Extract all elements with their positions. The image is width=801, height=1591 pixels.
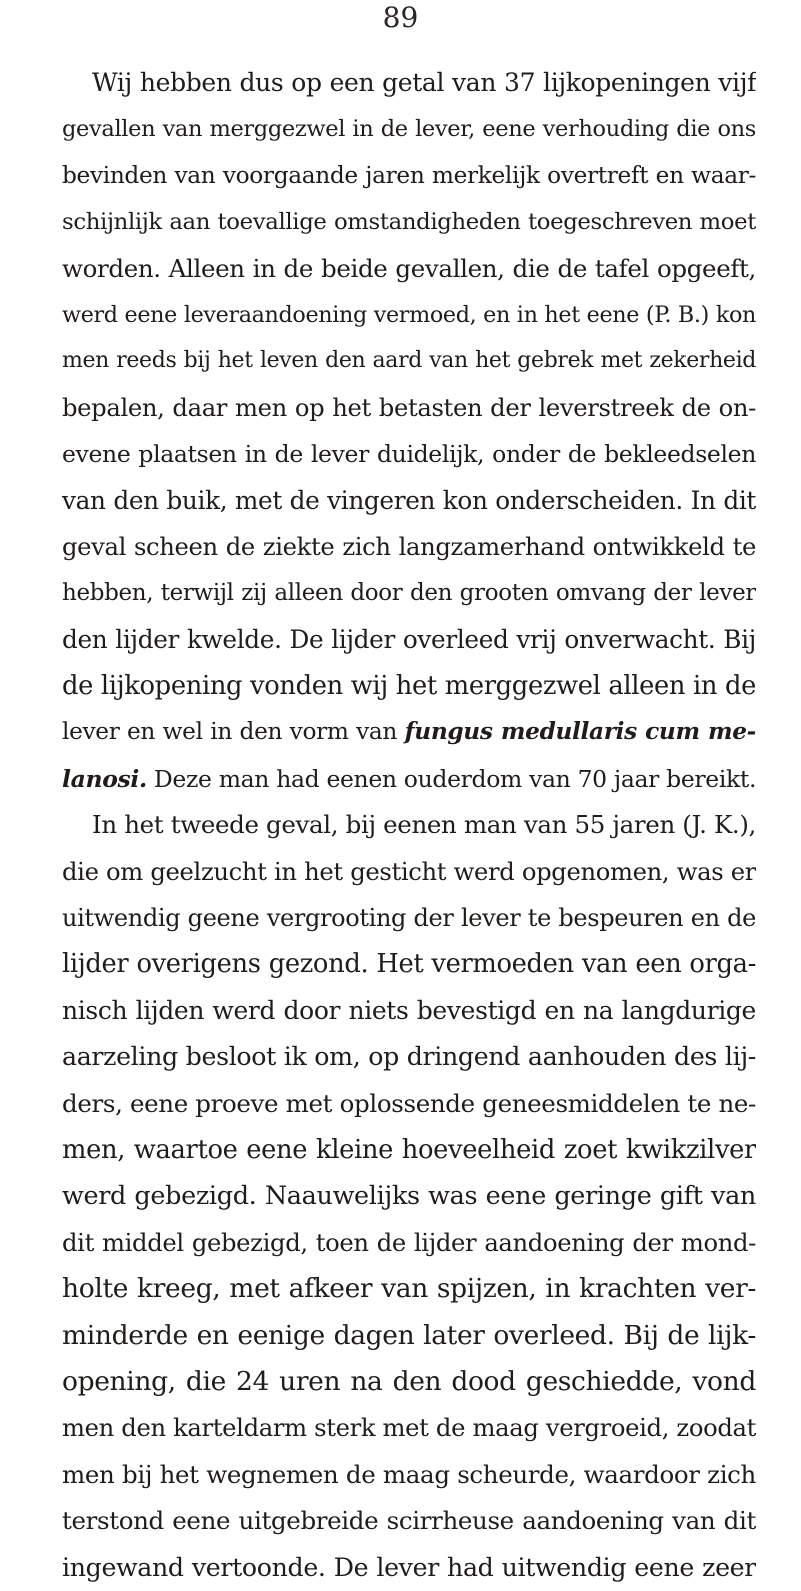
text-line xyxy=(62,106,756,152)
text-span: gevallen van merggezwel in de lever, eene verhouding die ons xyxy=(62,116,756,143)
text-line xyxy=(62,524,756,570)
text-span: men bij het wegnemen de maag scheurde, waardoor zich xyxy=(62,1459,756,1489)
italic-term: fungus medullaris cum me- xyxy=(404,718,756,746)
text-line xyxy=(62,246,756,292)
text-span: werd gebezigd. Naauwelijks was eene geringe gift van xyxy=(62,1181,756,1212)
text-span: den lijder kwelde. De lijder overleed vrij onverwacht. Bij xyxy=(62,624,756,654)
text-span: lever en wel in den vorm van xyxy=(62,718,405,746)
text-line xyxy=(62,1545,756,1591)
text-line xyxy=(62,1127,756,1173)
text-span: van den buik, met de vingeren kon onderscheiden. In dit xyxy=(62,485,756,515)
text-span: ders, eene proeve met oplossende geneesmiddelen te ne- xyxy=(62,1088,756,1118)
text-span: terstond eene uitgebreide scirrheuse aandoening van dit xyxy=(62,1506,756,1536)
text-span: evene plaatsen in de lever duidelijk, onder de bekleedselen xyxy=(62,440,756,469)
text-line xyxy=(62,617,756,663)
text-span: In het tweede geval, bij eenen man van 55 jaren (J. K.), xyxy=(92,810,756,840)
text-span: holte kreeg, met afkeer van spijzen, in krachten ver- xyxy=(62,1273,756,1305)
text-span: bepalen, daar men op het betasten der leverstreek de on- xyxy=(62,392,756,422)
text-span: ingewand vertoonde. De lever had uitwendig eene zeer xyxy=(62,1552,756,1582)
text-line xyxy=(62,1034,756,1080)
text-line xyxy=(62,802,756,848)
text-span: worden. Alleen in de beide gevallen, die de tafel opgeeft, xyxy=(62,253,756,283)
text-span: men den karteldarm sterk met de maag vergroeid, zoodat xyxy=(62,1413,756,1443)
text-span: geval scheen de ziekte zich langzamerhand ontwikkeld te xyxy=(62,531,756,561)
text-line xyxy=(62,1405,756,1451)
text-line xyxy=(62,1266,756,1312)
text-line xyxy=(62,1498,756,1544)
text-line xyxy=(62,431,756,477)
text-line xyxy=(62,199,756,245)
text-line xyxy=(62,1359,756,1405)
text-span: werd eene leveraandoening vermoed, en in het eene (P. B.) kon xyxy=(62,301,756,328)
text-span: minderde en eenige dagen later overleed. Bij de lijk- xyxy=(62,1319,756,1351)
text-line xyxy=(62,1452,756,1498)
text-line xyxy=(62,1081,756,1127)
text-span: Wij hebben dus op een getal van 37 lijkopeningen vijf xyxy=(92,68,756,97)
italic-term: lanosi. xyxy=(62,764,147,793)
text-span: de lijkopening vonden wij het merggezwel alleen in de xyxy=(62,671,756,702)
text-span: schijnlijk aan toevallige omstandigheden toegeschreven moet xyxy=(62,209,756,236)
text-line xyxy=(62,153,756,199)
text-span: uitwendig geene vergrooting der lever te bespeuren en de xyxy=(62,904,756,933)
text-line xyxy=(62,941,756,987)
text-span: Deze man had eenen ouderdom van 70 jaar bereikt. xyxy=(146,764,756,793)
text-line xyxy=(62,709,756,755)
text-line xyxy=(62,1313,756,1359)
text-line xyxy=(62,663,756,709)
text-line xyxy=(62,292,756,338)
text-line xyxy=(62,988,756,1034)
text-span: die om geelzucht in het gesticht werd opgenomen, was er xyxy=(62,856,756,886)
text-span: bevinden van voorgaande jaren merkelijk overtreft en waar- xyxy=(62,161,756,189)
text-span: men, waartoe eene kleine hoeveelheid zoet kwikzilver xyxy=(62,1134,756,1165)
text-span: dit middel gebezigd, toen de lijder aandoening der mond- xyxy=(62,1227,756,1257)
text-line xyxy=(62,1173,756,1219)
text-line xyxy=(62,385,756,431)
text-line xyxy=(62,478,756,524)
text-span: aarzeling besloot ik om, op dringend aanhouden des lij- xyxy=(62,1042,756,1072)
text-line xyxy=(62,895,756,941)
text-line xyxy=(62,570,756,616)
text-line xyxy=(62,849,756,895)
text-span: hebben, terwijl zij alleen door den grooten omvang der lever xyxy=(62,580,756,607)
text-span: opening, die 24 uren na den dood geschiedde, vond xyxy=(62,1365,756,1397)
text-span: nisch lijden werd door niets bevestigd en na langdurige xyxy=(62,995,756,1025)
text-span: lijder overigens gezond. Het vermoeden van een orga- xyxy=(62,949,756,980)
text-line xyxy=(62,338,756,384)
body-text xyxy=(62,60,756,1591)
page-number: 89 xyxy=(382,1,419,34)
text-line xyxy=(62,1220,756,1266)
text-line xyxy=(62,60,756,106)
text-line xyxy=(62,756,756,802)
text-span: men reeds bij het leven den aard van het gebrek met zekerheid xyxy=(62,348,756,374)
